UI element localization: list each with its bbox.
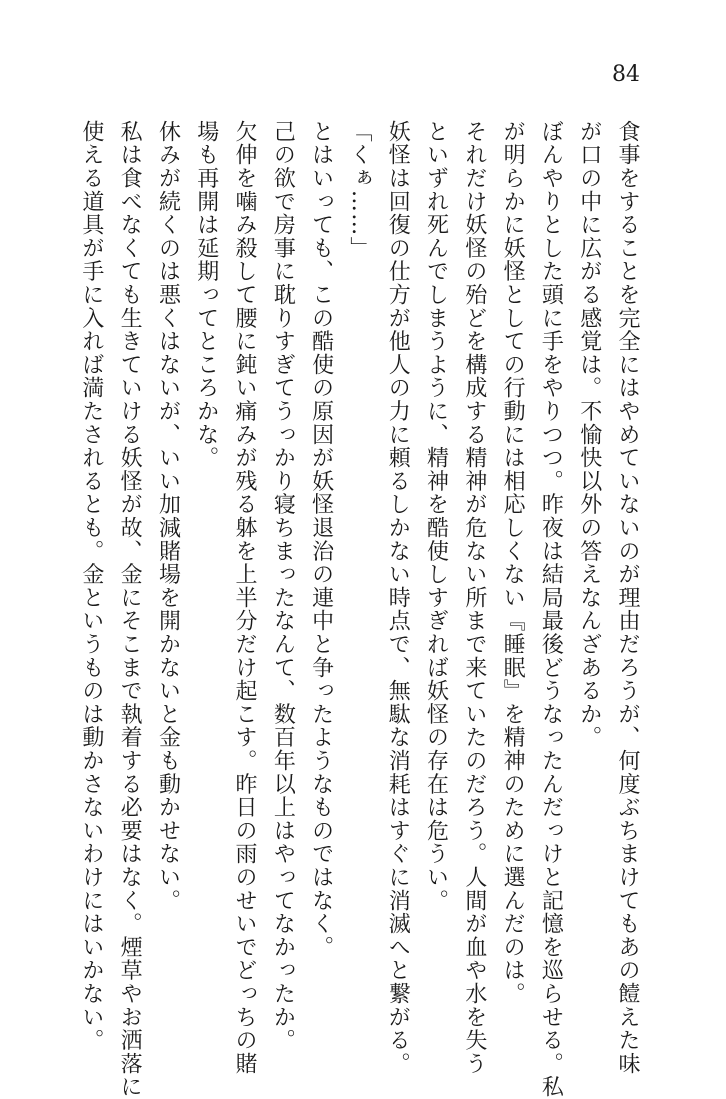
text-line: 私は食べなくても生きていける妖怪が故、金にそこまで執着する必要はなく。煙草やお洒落に xyxy=(117,120,143,1099)
text-body xyxy=(72,120,646,1099)
text-line: 己の欲で房事に耽りすぎてうっかり寝ちまったなんて、数百年以上はやってなかったか。 xyxy=(270,120,296,1052)
text-line: が明らかに妖怪としての行動には相応しくない『睡眠』を精神のために選んだのは。 xyxy=(500,120,526,1006)
text-line: 妖怪は回復の仕方が他人の力に頼るしかない時点で、無駄な消耗はすぐに消滅へと繋がる。 xyxy=(385,120,411,1076)
text-line: といずれ死んでしまうように、精神を酷使しすぎれば妖怪の存在は危うい。 xyxy=(423,120,449,913)
text-line: ぼんやりとした頭に手をやりつつ。昨夜は結局最後どうなったんだっけと記憶を巡らせる。私 xyxy=(538,120,564,1099)
text-line: 欠伸を噛み殺して腰に鈍い痛みが残る躰を上半分だけ起こす。昨日の雨のせいでどっちの賭 xyxy=(232,120,258,1076)
text-line: それだけ妖怪の殆どを構成する精神が危ない所まで来ていたのだろう。人間が血や水を失う xyxy=(461,120,487,1076)
text-line: 「くぁ……」 xyxy=(346,120,372,260)
text-line: 休みが続くのは悪くはないが、いい加減賭場を開かないと金も動かせない。 xyxy=(155,120,181,913)
text-line: 場も再開は延期ってところかな。 xyxy=(193,120,219,470)
text-line: 使える道具が手に入れば満たされるとも。金というものは動かさないわけにはいかない。 xyxy=(78,120,104,1052)
text-line: とはいっても、この酷使の原因が妖怪退治の連中と争ったようなものではなく。 xyxy=(308,120,334,959)
text-line: が口の中に広がる感覚は。不愉快以外の答えなんざあるか。 xyxy=(576,120,602,750)
text-line: 食事をすることを完全にはやめていないのが理由だろうが、何度ぶちまけてもあの饐えた味 xyxy=(615,120,640,1076)
page-number: 84 xyxy=(612,62,640,87)
